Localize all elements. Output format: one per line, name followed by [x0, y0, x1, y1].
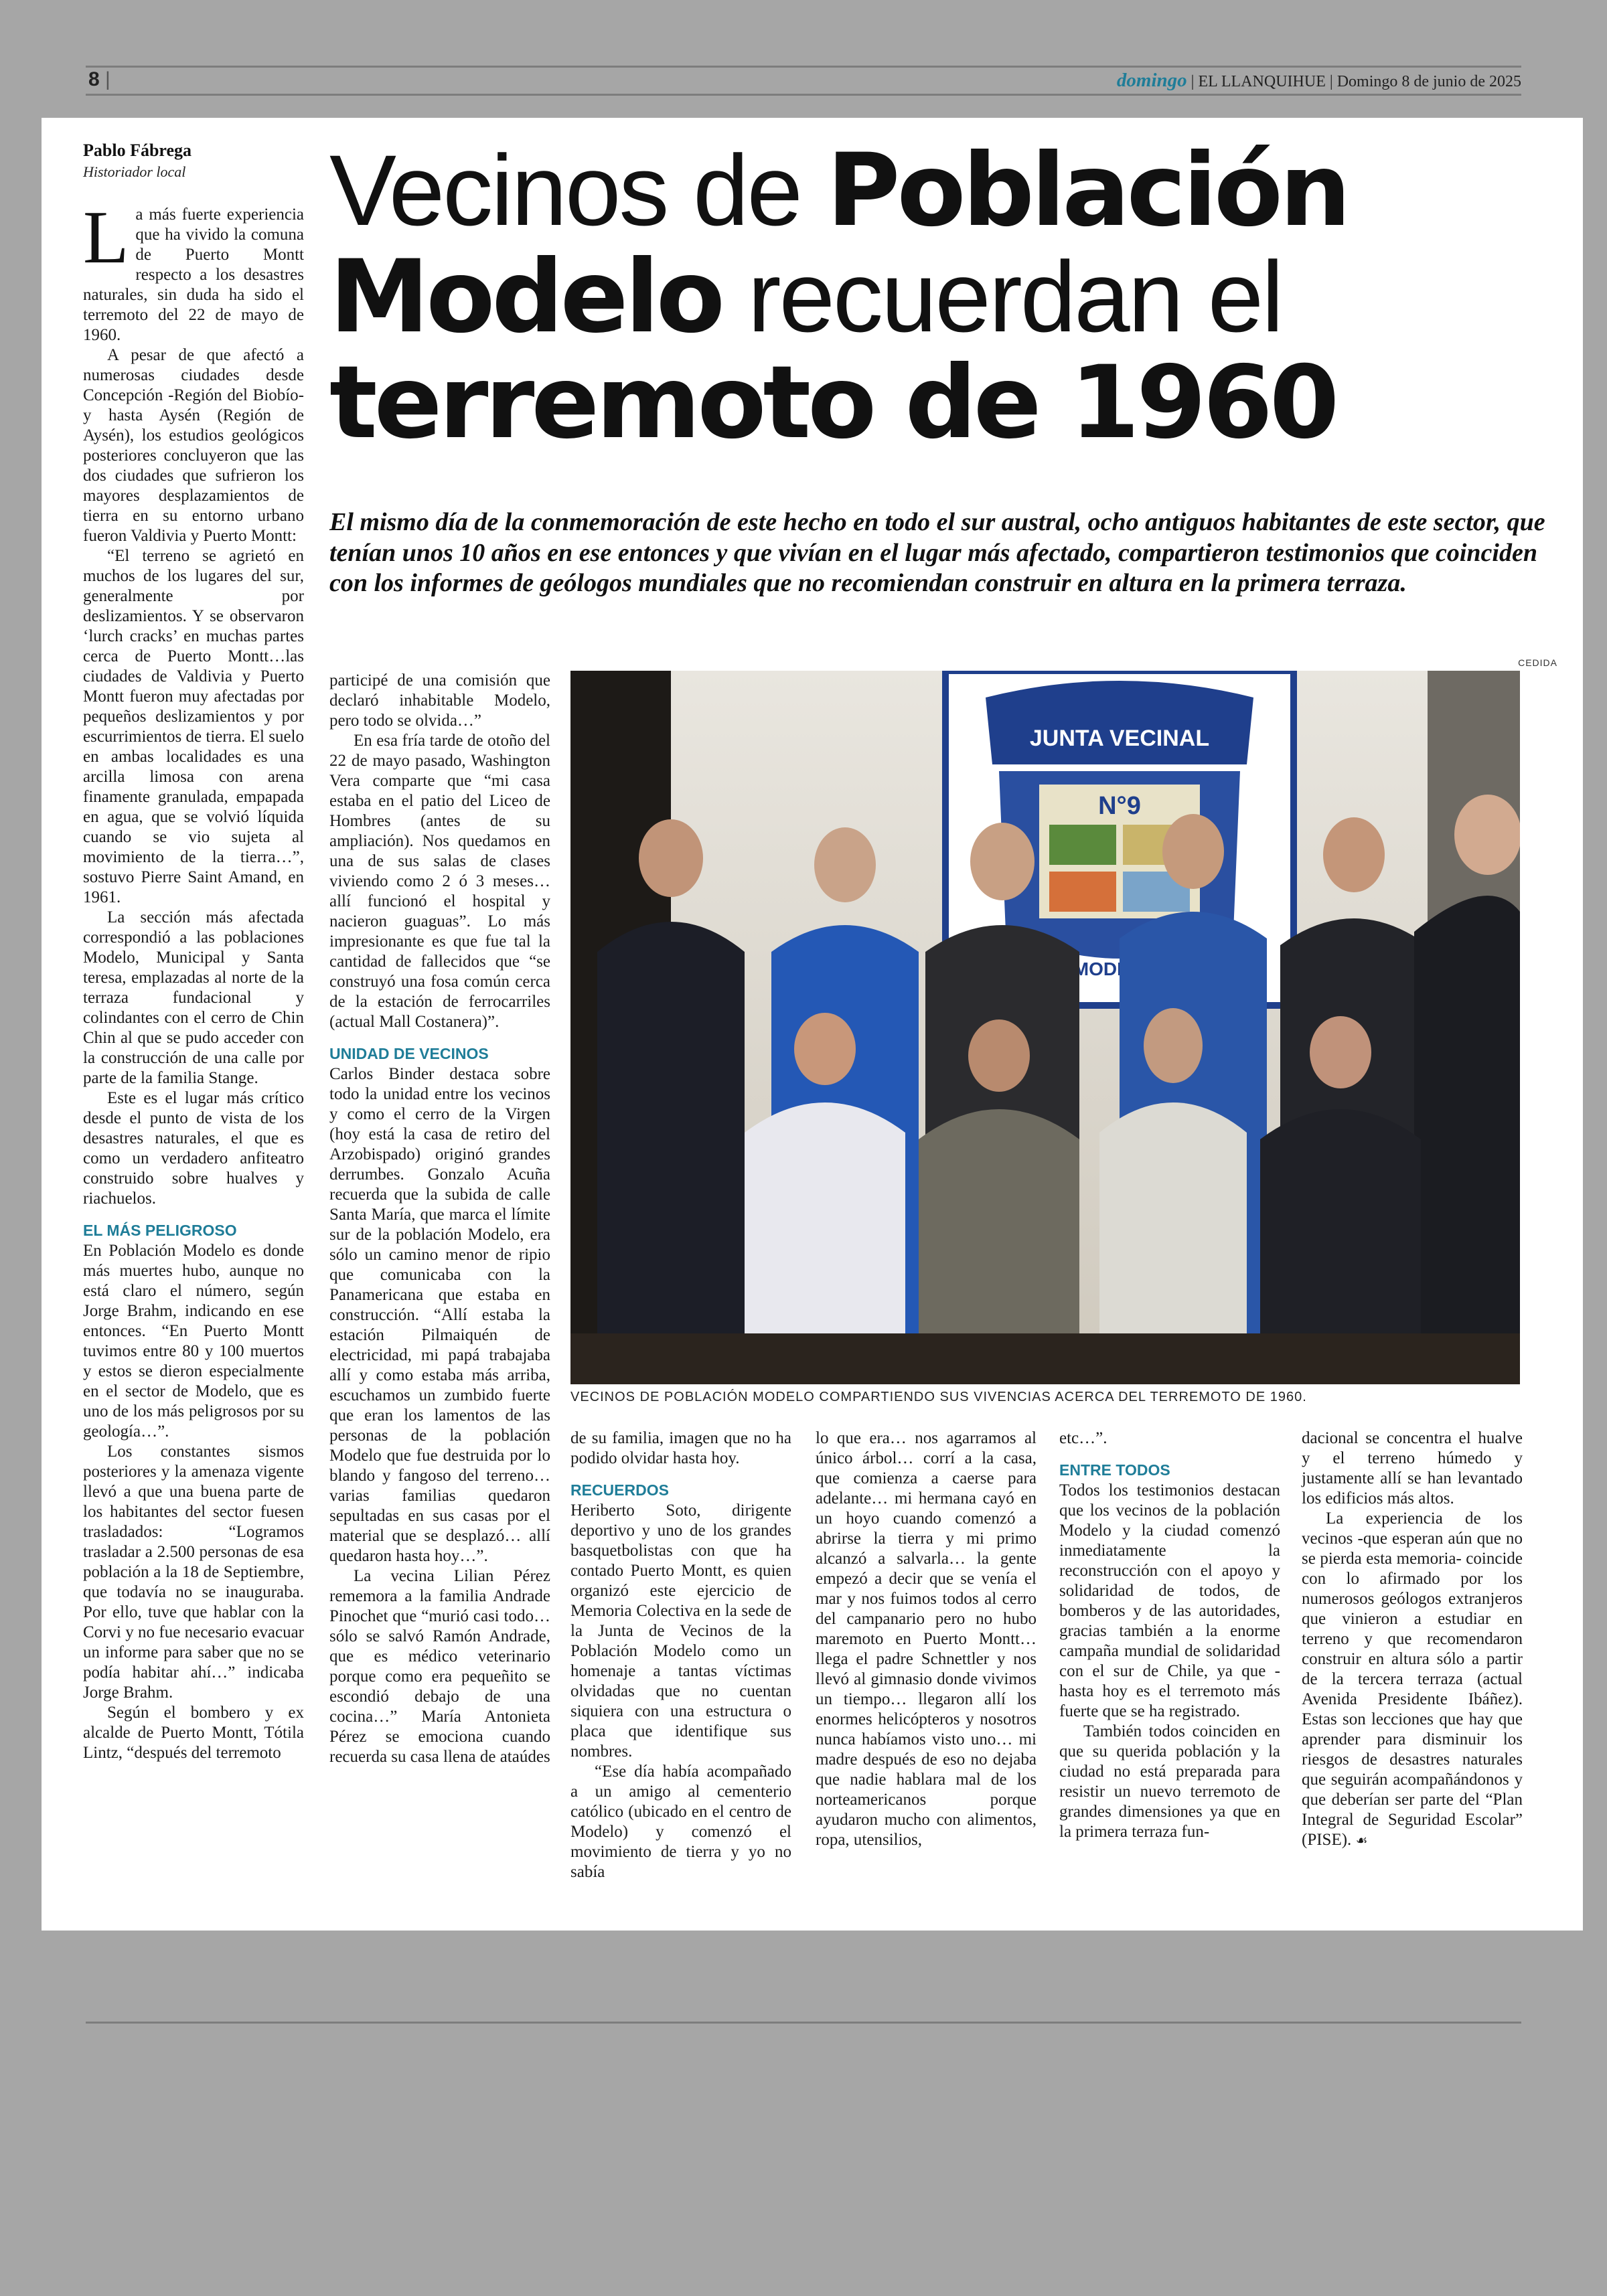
subheading: EL MÁS PELIGROSO: [83, 1222, 237, 1239]
column-5: [1059, 1428, 1280, 1842]
footer-rule: [86, 2022, 1521, 2024]
paragraph: La vecina Lilian Pérez rememora a la familia Andrade Pinochet que “murió casi todo… sólo se salvó Ramón Andrade, que es médico veterinario porque como era pequeñito se escondió debajo de una cocina…” María Antonieta Pérez se emociona cuando recuerda su casa llena de ataúdes: [329, 1567, 550, 1766]
issue-date: Domingo 8 de junio de 2025: [1336, 73, 1521, 90]
sign-text-2: N°9: [1098, 792, 1141, 820]
sign-text-1: JUNTA VECINAL: [1029, 726, 1210, 751]
paragraph: etc…”.: [1059, 1429, 1107, 1447]
publication-name: EL LLANQUIHUE: [1198, 73, 1326, 90]
page-number: 8 |: [88, 68, 110, 90]
column-2: [329, 671, 550, 1767]
paragraph: Todos los testimonios destacan que los vecinos de la población Modelo y la ciudad comenzó inmediatamente la reconstrucción con el apoyo y solidaridad de todos, de bomberos y de las autoridades, gracias también a la enorme campaña mundial de solidaridad con el sur de Chile, ya que -hasta hoy es el terremoto más fuerte que se ha registrado.: [1059, 1481, 1280, 1720]
paragraph: La sección más afectada correspondió a las poblaciones Modelo, Municipal y Santa teresa, emplazadas al norte de la terraza fundacional y colindantes con el cerro de Chin Chin al que se pudo acceder con la construcción de una calle por parte de la familia Stange.: [83, 908, 304, 1087]
running-head: domingo | EL LLANQUIHUE | Domingo 8 de junio de 2025: [1116, 70, 1521, 91]
author-role: Historiador local: [83, 163, 186, 180]
section-name: domingo: [1116, 70, 1187, 91]
column-3: [570, 1428, 791, 1882]
deck: El mismo día de la conmemoración de este hecho en todo el sur austral, ocho antiguos habitantes de este sector, que tenían unos 10 años en ese entonces y que vivían en el lugar más afectado, compartieron testimonios que coinciden con los informes de geólogos mundiales que no recomiendan construir en altura en la primera terraza.: [329, 508, 1545, 598]
author-name: Pablo Fábrega: [83, 141, 192, 160]
photo-credit: CEDIDA: [1518, 657, 1557, 668]
paragraph: a más fuerte experiencia que ha vivido la comuna de Puerto Montt respecto a los desastres naturales, sin duda ha sido el terremoto del 22 de mayo de 1960.: [83, 206, 304, 344]
photo-caption: VECINOS DE POBLACIÓN MODELO COMPARTIENDO SUS VIVENCIAS ACERCA DEL TERREMOTO DE 1960.: [570, 1390, 1307, 1404]
sign-text-3: MODELO: [1073, 959, 1156, 979]
end-mark-icon: ☙: [1355, 1832, 1368, 1848]
header-rule-bottom: [86, 94, 1521, 96]
header-rule: [86, 66, 1521, 68]
paragraph: de su familia, imagen que no ha podido olvidar hasta hoy.: [570, 1429, 791, 1467]
newspaper-page: [42, 118, 1583, 1931]
paragraph: dacional se concentra el hualve y el terreno húmedo y justamente allí se han levantado los edificios más altos.: [1302, 1429, 1523, 1507]
paragraph: participé de una comisión que declaró inhabitable Modelo, pero todo se olvida…”: [329, 671, 550, 730]
paragraph: En esa fría tarde de otoño del 22 de mayo pasado, Washington Vera comparte que “mi casa estaba en el patio del Liceo de Hombres (antes de su ampliación). Nos quedamos en una de sus salas de clases viviendo como 2 ó 3 meses… allí funcionó el hospital y nacieron guaguas”. Lo más impresionante es que fue tal la cantidad de fallecidos que “se construyó una fosa común cerca de la estación de ferrocarriles (actual Mall Costanera)”.: [329, 732, 550, 1031]
paragraph: La experiencia de los vecinos -que esperan aún que no se pierda esta memoria- coincide con lo afirmado por los numerosos geólogos extranjeros que vinieron a estudiar en terreno y que recomendaron construir en altura sólo a partir de la tercera terraza (actual Avenida Presidente Ibáñez). Estas son lecciones que hay que aprender para disminuir los riesgos de desastres naturales que seguirán acompañándonos y que deberían ser parte del “Plan Integral de Seguridad Escolar” (PISE). ☙: [1302, 1509, 1523, 1849]
group-photo: [570, 671, 1520, 1384]
paragraph: “El terreno se agrietó en muchos de los lugares del sur, generalmente por deslizamientos. Y se observaron ‘lurch cracks’ en muchas partes cerca de Puerto Montt…las ciudades de Valdivia y Puerto Montt fueron muy afectadas por pequeños deslizamientos y por escurrimientos de tierra. El suelo en ambas localidades es una arcilla limosa con arena finamente granulada, empapada en agua, que se volvió líquida cuando se vio sujeta al movimiento de la tierra…”, sostuvo Pierre Saint Amand, en 1961.: [83, 547, 304, 906]
drop-cap: L: [83, 196, 129, 279]
paragraph: En Población Modelo es donde más muertes hubo, aunque no está claro el número, según Jorge Brahm, indicando en ese entonces. “En Puerto Montt tuvimos entre 80 y 100 muertos y estos se dieron especialmente en el sector de Modelo, que es uno de los más peligrosos por su geología…”.: [83, 1242, 304, 1441]
subheading: UNIDAD DE VECINOS: [329, 1045, 489, 1062]
headline: Vecinos de Población Modelo recuerdan el terremoto de 1960: [329, 133, 1348, 461]
subheading: RECUERDOS: [570, 1481, 669, 1499]
paragraph: “Ese día había acompañado a un amigo al cementerio católico (ubicado en el centro de Modelo) y comenzó el movimiento de tierra y yo no sabía: [570, 1762, 791, 1881]
column-6: [1302, 1428, 1523, 1850]
paragraph: Este es el lugar más crítico desde el punto de vista de los desastres naturales, el que es como un verdadero anfiteatro construido sobre hualves y riachuelos.: [83, 1089, 304, 1208]
paragraph: Los constantes sismos posteriores y la amenaza vigente llevó a que una buena parte de los habitantes del sector fuesen trasladados: “Logramos trasladar a 2.500 personas de esa población a la 18 de Septiembre, que todavía no se inauguraba. Por ello, tuve que hablar con la Corvi y no fue necesario evacuar un informe para saber que no se podía habitar ahí…” indicaba Jorge Brahm.: [83, 1443, 304, 1702]
column-4: [816, 1428, 1037, 1850]
byline: [83, 141, 304, 181]
paragraph: Carlos Binder destaca sobre todo la unidad entre los vecinos y como el cerro de la Virgen (hoy está la casa de retiro del Arzobispado) originó grandes derrumbes. Gonzalo Acuña recuerda que la subida de calle Santa María, que marca el límite sur de la población Modelo, era sólo un camino menor de ripio que comunicaba con la Panamericana que estaba en construcción. “Allí estaba la estación Pilmaiquén de electricidad, mi papá trabajaba allí y como estaba más arriba, escuchamos un zumbido fuerte que eran los lamentos de las personas de la población Modelo que fue destruida por lo blando y fangoso del terreno…varias familias quedaron sepultadas en sus casas por el material que se desplazó… allí quedaron hasta hoy…”.: [329, 1065, 550, 1565]
paragraph: También todos coinciden en que su querida población y la ciudad no está preparada para resistir un nuevo terremoto de grandes dimensiones ya que en la primera terraza fun-: [1059, 1722, 1280, 1841]
column-1: [83, 196, 304, 1763]
paragraph: A pesar de que afectó a numerosas ciudades desde Concepción -Región del Biobío- y hasta Aysén (Región de Aysén), los estudios geológicos posteriores concluyeron que las dos ciudades que sufrieron los mayores desplazamientos de tierra en su entorno urbano fueron Valdivia y Puerto Montt:: [83, 346, 304, 545]
paragraph: lo que era… nos agarramos al único árbol… corrí a la casa, que comienza a caerse para adelante… mi hermana cayó en un hoyo cuando comenzó a abrirse la tierra y mi primo alcanzó a salvarla… la gente empezó a decir que se venía el mar y nos fuimos todos al cerro del campanario pero no hubo maremoto en Puerto Montt… llega el padre Schnettler y nos llevó al gimnasio donde vivimos un tiempo… llegaron allí los enormes helicópteros y nosotros nunca habíamos visto uno… mi madre después de eso no dejaba que nadie hablara mal de los norteamericanos porque ayudaron mucho con alimentos, ropa, utensilios,: [816, 1429, 1037, 1849]
subheading: ENTRE TODOS: [1059, 1461, 1170, 1479]
paragraph: Según el bombero y ex alcalde de Puerto Montt, Tótila Lintz, “después del terremoto: [83, 1704, 304, 1762]
paragraph: Heriberto Soto, dirigente deportivo y uno de los grandes basquetbolistas con que ha contado Puerto Montt, es quien organizó este ejercicio de Memoria Colectiva en la sede de la Junta de Vecinos de la Población Modelo como un homenaje a tantas víctimas olvidadas que no cuentan siquiera con una estructura o placa que identifique sus nombres.: [570, 1501, 791, 1760]
